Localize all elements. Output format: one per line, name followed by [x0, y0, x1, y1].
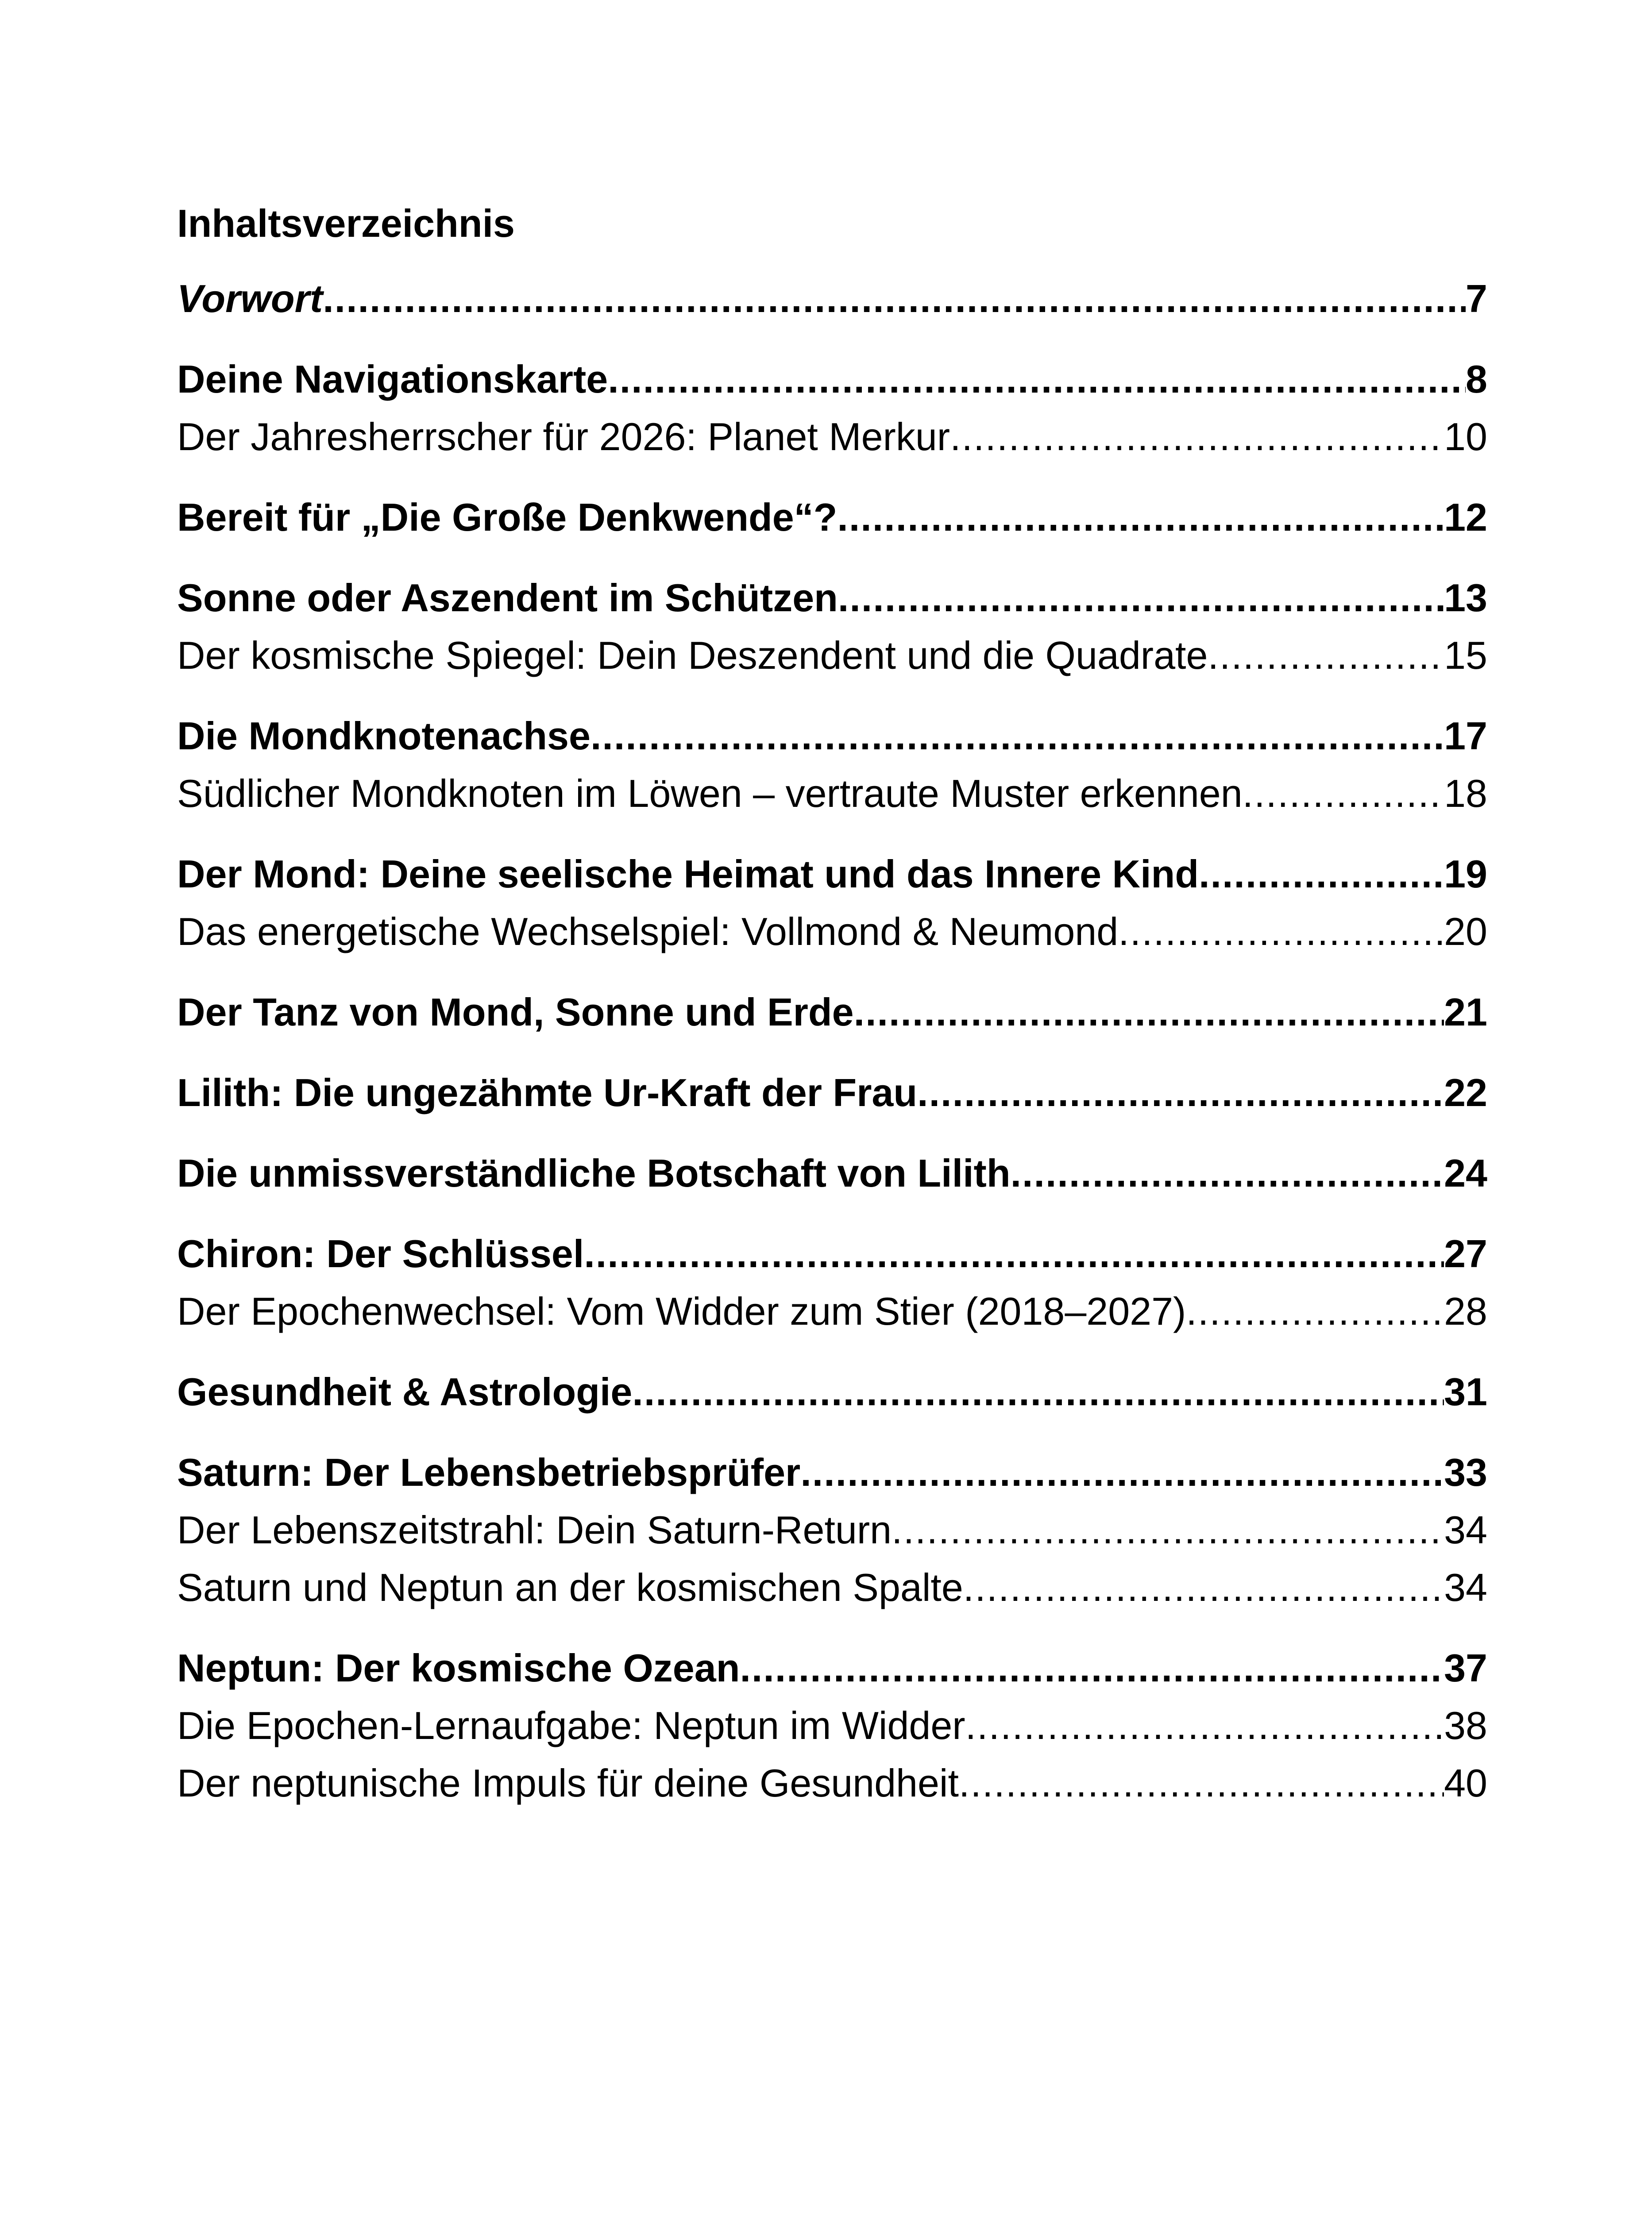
toc-entry-botschaft-lilith [177, 1145, 1487, 1202]
toc-entry-label: Die unmissverständliche Botschaft von Lilith [177, 1151, 1011, 1195]
toc-entry-label: Der neptunische Impuls für deine Gesundheit [177, 1761, 959, 1805]
dot-leader [800, 1444, 1444, 1501]
toc-subentry-saturn-return [177, 1501, 1487, 1559]
toc-entry-page: 13 [1444, 576, 1487, 620]
toc-entry-page: 34 [1444, 1508, 1487, 1552]
toc-subentry-kosmische-spalte [177, 1559, 1487, 1616]
dot-leader [959, 1754, 1444, 1812]
toc-title: Inhaltsverzeichnis [177, 201, 515, 245]
toc-subentry-kosmische-spiegel [177, 627, 1487, 684]
dot-leader [1118, 903, 1444, 960]
dot-leader [892, 1501, 1444, 1559]
toc-entry-page: 10 [1444, 415, 1487, 459]
toc-entry-label: Der Jahresherrscher für 2026: Planet Merkur [177, 415, 950, 459]
toc-entry-page: 17 [1444, 714, 1487, 758]
toc-subentry-epochenwechsel [177, 1283, 1487, 1340]
toc-entry-page: 24 [1444, 1151, 1487, 1195]
dot-leader [584, 1225, 1444, 1283]
dot-leader [963, 1559, 1444, 1616]
toc-subentry-neptun-widder [177, 1697, 1487, 1754]
toc-entry-page: 28 [1444, 1289, 1487, 1333]
toc-entry-page: 40 [1444, 1761, 1487, 1805]
toc-entry-label: Der Tanz von Mond, Sonne und Erde [177, 990, 854, 1034]
toc-entry-label: Bereit für „Die Große Denkwende“? [177, 495, 838, 539]
toc-entry-label: Lilith: Die ungezähmte Ur-Kraft der Frau [177, 1071, 918, 1114]
toc-entry-page: 20 [1444, 910, 1487, 953]
toc-entry-chiron [177, 1225, 1487, 1283]
toc-entry-vorwort [177, 270, 1487, 328]
toc-entry-mondknotenachse [177, 707, 1487, 765]
toc-entry-label: Der Epochenwechsel: Vom Widder zum Stier (2018–2027) [177, 1289, 1186, 1333]
dot-leader [1011, 1145, 1444, 1202]
toc-entry-neptun [177, 1639, 1487, 1697]
toc-entry-page: 19 [1444, 852, 1487, 896]
toc-entry-label: Gesundheit & Astrologie [177, 1370, 633, 1414]
dot-leader [632, 1363, 1444, 1421]
toc-entry-page: 15 [1444, 633, 1487, 677]
toc-entry-page: 18 [1444, 771, 1487, 815]
toc-entry-mond [177, 845, 1487, 903]
toc-entry-tanz [177, 983, 1487, 1041]
toc-entry-label: Der Mond: Deine seelische Heimat und das Innere Kind [177, 852, 1199, 896]
dot-leader [917, 1064, 1444, 1122]
dot-leader [1186, 1283, 1444, 1340]
toc-entry-label: Neptun: Der kosmische Ozean [177, 1646, 740, 1690]
toc-subentry-wechselspiel [177, 903, 1487, 960]
toc-entry-label: Das energetische Wechselspiel: Vollmond & Neumond [177, 910, 1119, 953]
toc-subentry-jahresherrscher [177, 408, 1487, 466]
toc-entry-navigationskarte [177, 351, 1487, 408]
toc-subentry-neptun-gesundheit [177, 1754, 1487, 1812]
toc-entry-label: Saturn und Neptun an der kosmischen Spalte [177, 1565, 963, 1609]
dot-leader [854, 983, 1444, 1041]
toc-entry-page: 7 [1466, 277, 1487, 320]
toc-entry-page: 33 [1444, 1450, 1487, 1494]
toc-entry-label: Deine Navigationskarte [177, 357, 608, 401]
toc-entry-label: Saturn: Der Lebensbetriebsprüfer [177, 1450, 801, 1494]
toc-entry-label: Die Epochen-Lernaufgabe: Neptun im Widder [177, 1704, 965, 1747]
toc-entry-page: 38 [1444, 1704, 1487, 1747]
toc-entry-label: Chiron: Der Schlüssel [177, 1232, 584, 1276]
toc-entry-page: 21 [1444, 990, 1487, 1034]
toc-entry-label: Südlicher Mondknoten im Löwen – vertraute Muster erkennen [177, 771, 1243, 815]
toc-entry-page: 34 [1444, 1565, 1487, 1609]
toc-entry-lilith [177, 1064, 1487, 1122]
toc-entry-page: 31 [1444, 1370, 1487, 1414]
toc-entry-gesundheit [177, 1363, 1487, 1421]
toc-entry-page: 12 [1444, 495, 1487, 539]
dot-leader [323, 270, 1466, 328]
toc-subentry-mondknoten-loewen [177, 765, 1487, 822]
toc-entry-label: Der kosmische Spiegel: Dein Deszendent und die Quadrate [177, 633, 1208, 677]
dot-leader [837, 489, 1444, 546]
table-of-contents [177, 195, 1487, 1812]
toc-entry-label: Die Mondknotenachse [177, 714, 591, 758]
dot-leader [1199, 845, 1444, 903]
dot-leader [950, 408, 1444, 466]
toc-entry-page: 27 [1444, 1232, 1487, 1276]
toc-entry-label: Vorwort [177, 277, 323, 320]
dot-leader [1208, 627, 1444, 684]
dot-leader [591, 707, 1444, 765]
dot-leader [608, 351, 1466, 408]
toc-entry-page: 8 [1466, 357, 1487, 401]
toc-entry-saturn [177, 1444, 1487, 1501]
toc-entry-schuetzen [177, 569, 1487, 627]
toc-entry-label: Der Lebenszeitstrahl: Dein Saturn-Return [177, 1508, 892, 1552]
toc-entry-page: 37 [1444, 1646, 1487, 1690]
dot-leader [1243, 765, 1444, 822]
toc-entry-label: Sonne oder Aszendent im Schützen [177, 576, 838, 620]
toc-entry-denkwende [177, 489, 1487, 546]
dot-leader [965, 1697, 1444, 1754]
dot-leader [740, 1639, 1444, 1697]
toc-entry-page: 22 [1444, 1071, 1487, 1114]
dot-leader [838, 569, 1444, 627]
